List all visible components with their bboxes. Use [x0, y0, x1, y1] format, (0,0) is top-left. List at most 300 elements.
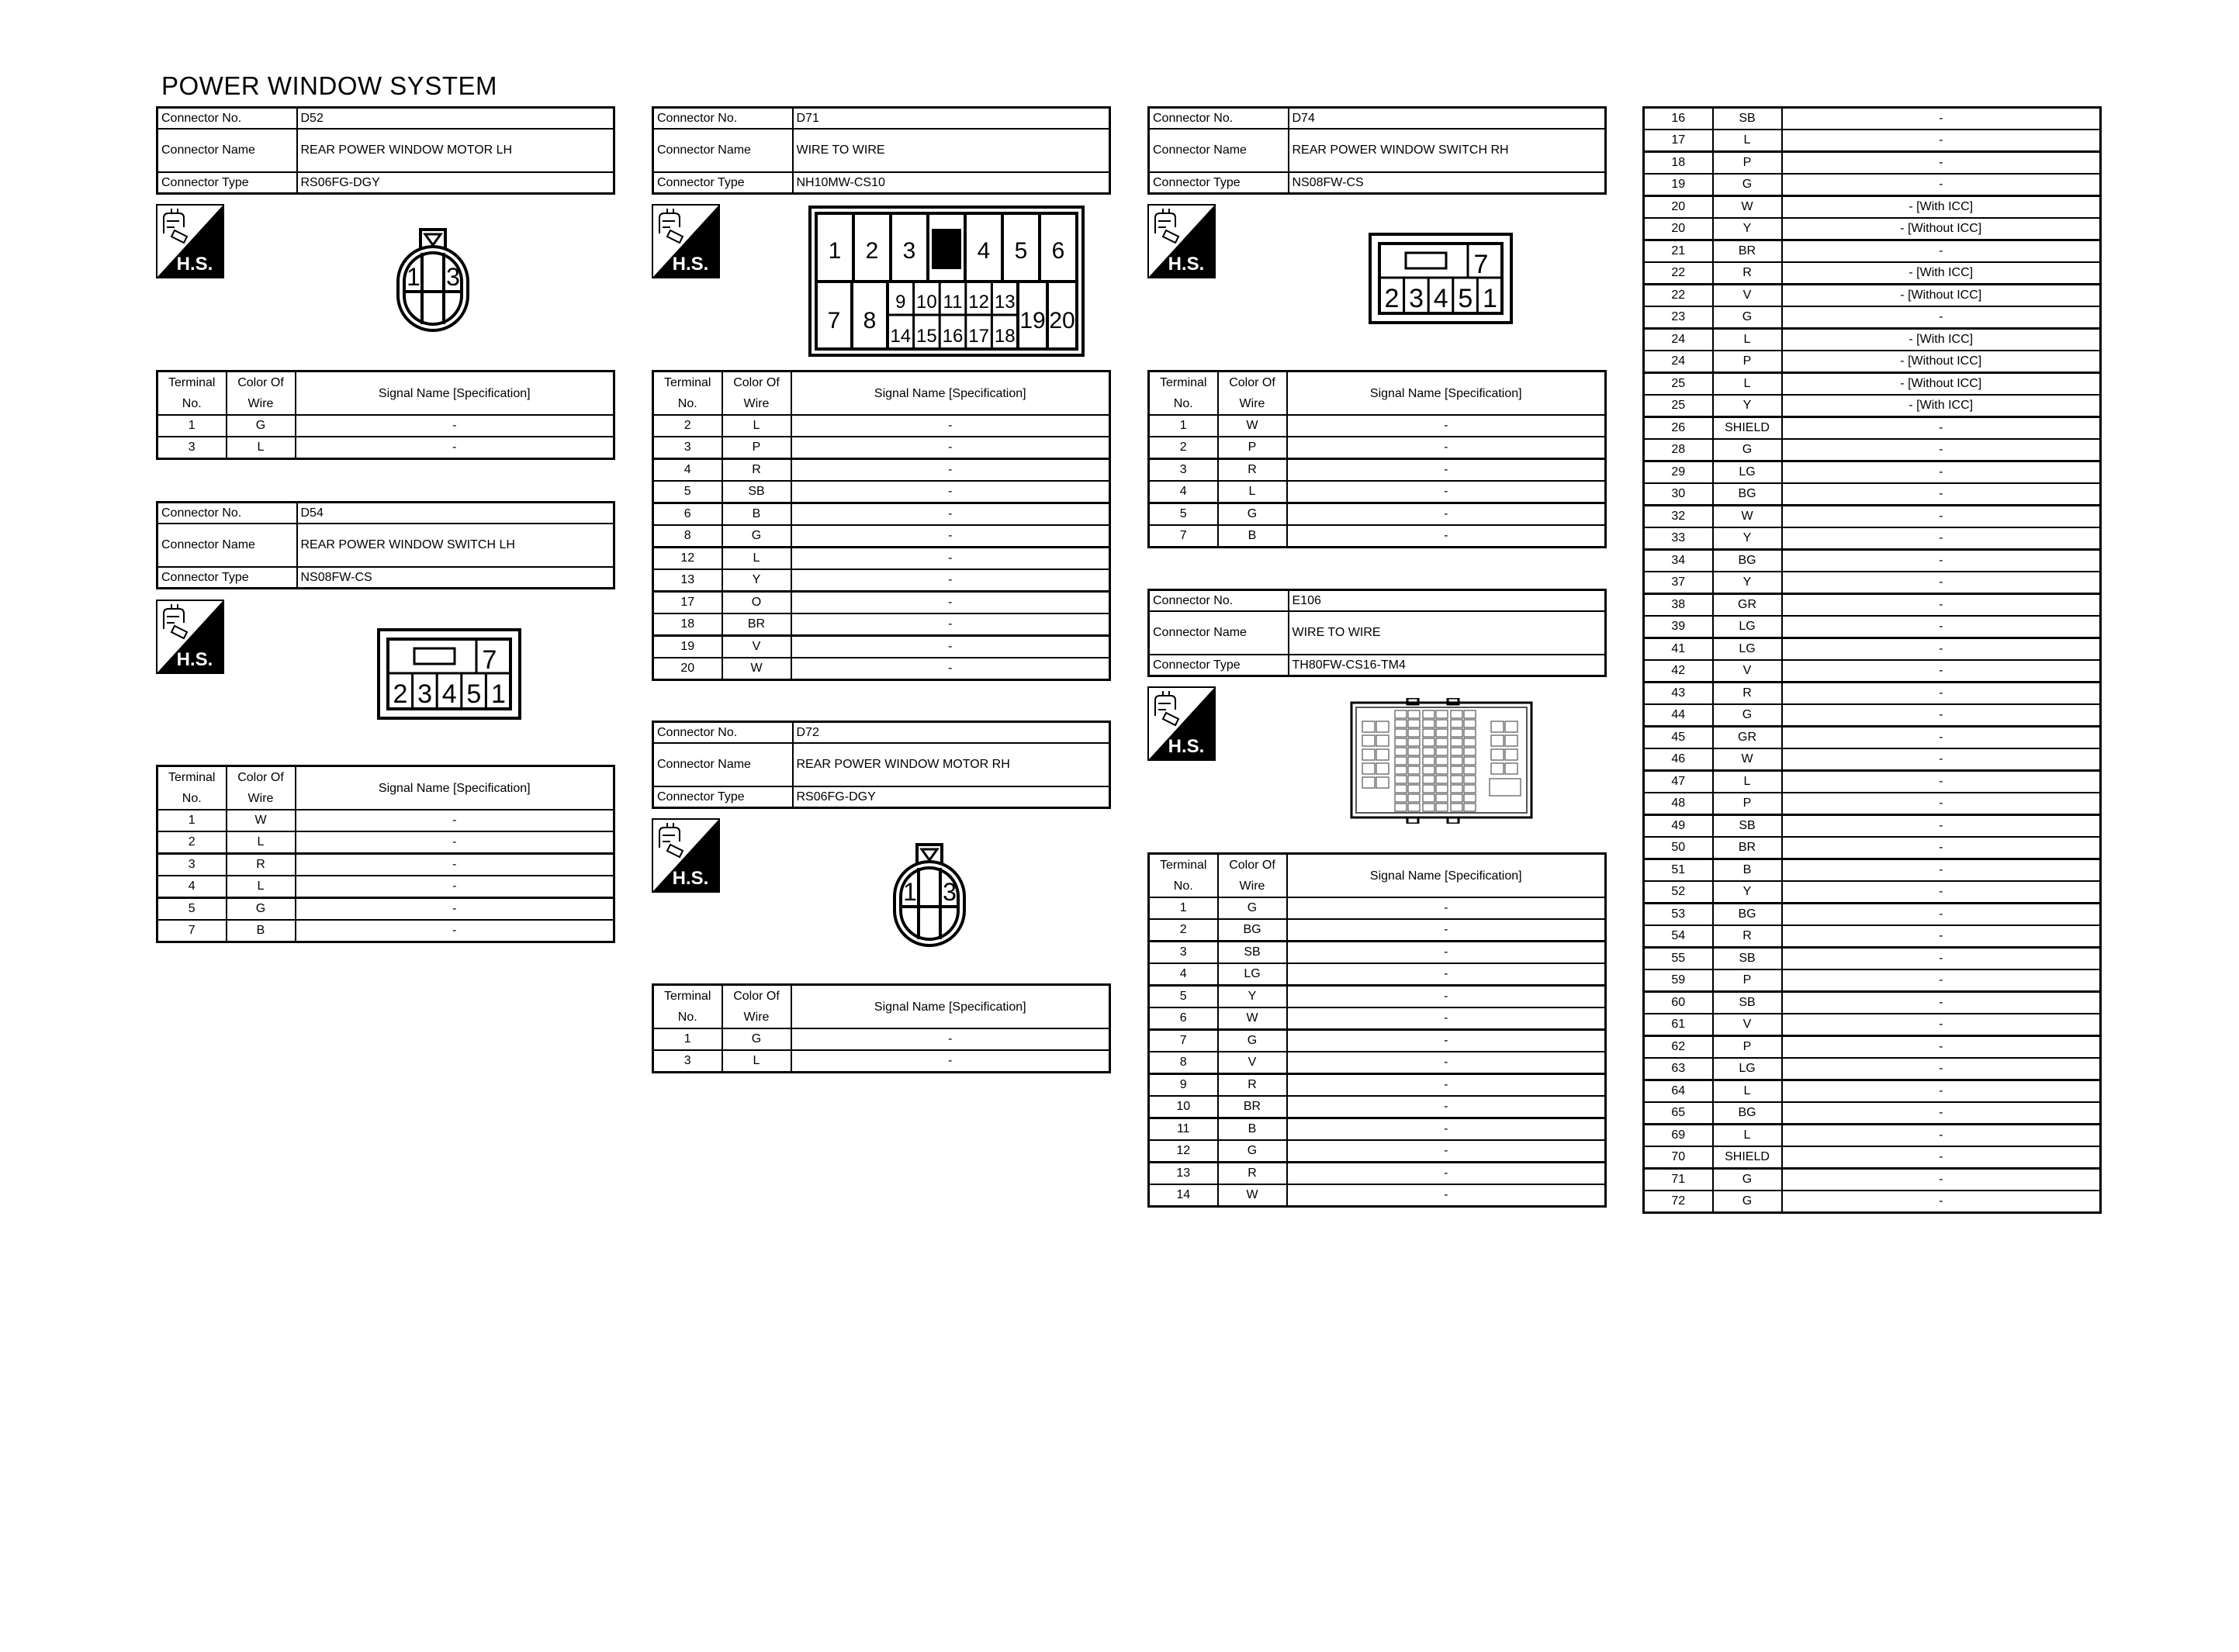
connector-no-value: D71: [793, 108, 1110, 130]
signal-name-cell: -: [1287, 437, 1606, 459]
wire-color-cell: SB: [722, 481, 791, 503]
terminal-no-cell: 25: [1644, 395, 1713, 417]
signal-name-cell: -: [1782, 815, 2101, 838]
table-row: [1644, 683, 2101, 705]
table-row: [1644, 748, 2101, 771]
terminal-no-cell: 1: [157, 810, 227, 831]
signal-name-cell: -: [1782, 948, 2101, 970]
wire-color-cell: R: [1218, 459, 1287, 482]
terminal-no-cell: 20: [653, 658, 722, 680]
wire-color-cell: GR: [1713, 727, 1782, 749]
pin-number: 9: [895, 292, 906, 313]
terminal-no-cell: 61: [1644, 1014, 1713, 1036]
terminal-no-cell: 69: [1644, 1125, 1713, 1147]
terminal-no-cell: 2: [1149, 919, 1218, 942]
connector-name-label: Connector Name: [653, 129, 793, 172]
hs-mark-icon: [156, 204, 224, 278]
pin-number: 7: [482, 645, 497, 675]
wire-color-cell: Y: [722, 569, 791, 592]
signal-name-cell: -: [1287, 1140, 1606, 1163]
table-row: [1149, 1140, 1606, 1163]
wire-color-cell: W: [722, 658, 791, 680]
signal-name-cell: -: [296, 810, 614, 831]
signal-name-cell: -: [1782, 1036, 2101, 1059]
table-row: [1644, 395, 2101, 417]
connector-d72-diagram: [891, 840, 968, 949]
pin-number: 5: [1458, 284, 1473, 313]
table-row: [1644, 793, 2101, 815]
signal-name-header: Signal Name [Specification]: [296, 372, 614, 416]
table-row: [1644, 925, 2101, 948]
signal-name-cell: -: [1782, 1058, 2101, 1080]
terminal-no-cell: 55: [1644, 948, 1713, 970]
connector-type-label: Connector Type: [653, 172, 793, 194]
wire-color-cell: L: [227, 876, 296, 898]
hs-label: H.S.: [672, 868, 709, 889]
page-title: POWER WINDOW SYSTEM: [161, 71, 497, 100]
table-row: [157, 876, 614, 898]
terminal-no-cell: 16: [1644, 108, 1713, 130]
wire-color-cell: Y: [1713, 881, 1782, 904]
pin-number: 3: [943, 878, 957, 906]
signal-name-cell: -: [791, 658, 1110, 680]
signal-name-cell: -: [791, 1050, 1110, 1073]
terminal-table: [1147, 852, 1607, 1208]
table-row: [1644, 727, 2101, 749]
pin-number: 3: [417, 679, 433, 709]
wire-color-cell: L: [722, 415, 791, 437]
connector-info-table: [652, 721, 1111, 809]
signal-name-cell: - [Without ICC]: [1782, 285, 2101, 307]
table-row: [1644, 1014, 2101, 1036]
table-row: [1644, 483, 2101, 506]
connector-name-value: WIRE TO WIRE: [793, 129, 1110, 172]
table-row: [1149, 1007, 1606, 1030]
signal-name-cell: -: [1287, 942, 1606, 964]
table-row: [1644, 373, 2101, 396]
table-row: [1644, 992, 2101, 1014]
table-row: [1644, 638, 2101, 661]
wire-color-cell: G: [1218, 503, 1287, 526]
table-row: [1644, 1058, 2101, 1080]
terminal-table: [652, 370, 1111, 681]
signal-name-cell: -: [296, 437, 614, 459]
terminal-no-cell: 5: [1149, 503, 1218, 526]
pin-number: 3: [1409, 284, 1424, 313]
wire-color-cell: W: [227, 810, 296, 831]
pin-number: 3: [446, 263, 460, 291]
terminal-no-cell: 39: [1644, 616, 1713, 638]
signal-name-cell: -: [1287, 415, 1606, 437]
signal-name-cell: -: [1782, 174, 2101, 196]
wire-color-cell: G: [227, 415, 296, 437]
signal-name-cell: -: [1287, 1007, 1606, 1030]
table-row: [1644, 506, 2101, 528]
terminal-no-cell: 64: [1644, 1080, 1713, 1103]
terminal-no-cell: 4: [157, 876, 227, 898]
table-row: [1644, 572, 2101, 594]
signal-name-cell: -: [791, 415, 1110, 437]
terminal-table-header: [653, 372, 1110, 416]
connector-info-table: [156, 501, 615, 589]
signal-name-cell: -: [1782, 660, 2101, 683]
pin-number: 20: [1049, 308, 1075, 334]
hs-label: H.S.: [176, 649, 213, 670]
table-row: [1644, 837, 2101, 859]
connector-no-value: D54: [297, 503, 614, 524]
table-row: [1644, 616, 2101, 638]
terminal-no-cell: 8: [1149, 1052, 1218, 1074]
wire-color-cell: SHIELD: [1713, 1146, 1782, 1169]
connector-info-table: [1147, 106, 1607, 195]
signal-name-cell: -: [1287, 963, 1606, 986]
terminal-no-cell: 2: [653, 415, 722, 437]
wire-color-cell: B: [227, 920, 296, 942]
signal-name-cell: -: [1782, 417, 2101, 440]
pin-number: 18: [994, 326, 1016, 347]
signal-name-cell: -: [1287, 1096, 1606, 1118]
connector-e106-terminal-table: [1147, 852, 1607, 1208]
wire-color-cell: G: [1218, 1030, 1287, 1052]
signal-name-header: Signal Name [Specification]: [791, 372, 1110, 416]
terminal-no-cell: 4: [1149, 481, 1218, 503]
signal-name-cell: -: [1287, 503, 1606, 526]
terminal-no-cell: 20: [1644, 196, 1713, 219]
wire-color-cell: LG: [1713, 1058, 1782, 1080]
table-row: [1644, 461, 2101, 484]
wire-color-cell: G: [722, 525, 791, 548]
wire-color-cell: BG: [1218, 919, 1287, 942]
connector-no-value: D52: [297, 108, 614, 130]
table-row: [157, 437, 614, 459]
signal-name-cell: -: [1782, 594, 2101, 617]
table-row: [653, 415, 1110, 437]
terminal-no-cell: 38: [1644, 594, 1713, 617]
terminal-no-cell: 3: [653, 437, 722, 459]
table-row: [653, 525, 1110, 548]
terminal-no-cell: 7: [157, 920, 227, 942]
connector-d54-info: [156, 501, 615, 589]
connector-d52-diagram: [394, 225, 472, 334]
wire-color-cell: LG: [1713, 638, 1782, 661]
signal-name-cell: -: [296, 898, 614, 921]
wire-color-cell: V: [1713, 285, 1782, 307]
signal-name-cell: -: [791, 525, 1110, 548]
terminal-no-cell: 6: [653, 503, 722, 526]
table-row: [1644, 660, 2101, 683]
terminal-no-cell: 6: [1149, 1007, 1218, 1030]
pin-number: 1: [903, 878, 917, 906]
table-row: [1644, 1191, 2101, 1213]
connector-type-value: NS08FW-CS: [297, 567, 614, 589]
wire-color-cell: Y: [1713, 395, 1782, 417]
terminal-no-cell: 20: [1644, 218, 1713, 240]
table-row: [1644, 527, 2101, 550]
terminal-no-header: Terminal No.: [157, 766, 227, 810]
table-row: [1644, 550, 2101, 572]
wire-color-cell: SHIELD: [1713, 417, 1782, 440]
connector-d72-terminal-table: [652, 983, 1111, 1073]
signal-name-cell: -: [1782, 704, 2101, 727]
terminal-table: [1147, 370, 1607, 548]
wire-color-cell: BG: [1713, 1102, 1782, 1125]
terminal-table-header: [653, 985, 1110, 1029]
signal-name-cell: -: [1287, 1118, 1606, 1141]
signal-name-cell: -: [1287, 1052, 1606, 1074]
signal-name-cell: -: [791, 636, 1110, 658]
terminal-no-cell: 9: [1149, 1074, 1218, 1097]
signal-name-cell: -: [1287, 986, 1606, 1008]
table-row: [1644, 1125, 2101, 1147]
pin-number: 17: [968, 326, 989, 347]
table-row: [1644, 196, 2101, 219]
connector-d54-terminal-table: [156, 765, 615, 943]
wire-color-cell: LG: [1713, 461, 1782, 484]
pin-number: 19: [1019, 308, 1046, 334]
pin-number: 4: [977, 238, 991, 264]
wire-color-cell: R: [722, 459, 791, 482]
terminal-no-cell: 44: [1644, 704, 1713, 727]
signal-name-cell: -: [1782, 1191, 2101, 1213]
terminal-no-cell: 2: [157, 831, 227, 854]
wire-color-cell: SB: [1713, 815, 1782, 838]
terminal-no-cell: 3: [157, 437, 227, 459]
connector-type-value: NH10MW-CS10: [793, 172, 1110, 194]
terminal-no-header: Terminal No.: [653, 372, 722, 416]
color-of-wire-header: Color Of Wire: [722, 985, 791, 1029]
terminal-no-cell: 43: [1644, 683, 1713, 705]
terminal-no-cell: 52: [1644, 881, 1713, 904]
table-row: [1644, 815, 2101, 838]
table-row: [653, 1028, 1110, 1050]
terminal-no-cell: 21: [1644, 240, 1713, 263]
signal-name-cell: - [With ICC]: [1782, 262, 2101, 285]
table-row: [1149, 1118, 1606, 1141]
connector-name-label: Connector Name: [1149, 129, 1289, 172]
connector-d74-info: [1147, 106, 1607, 195]
table-row: [1644, 1036, 2101, 1059]
wire-color-cell: L: [1713, 1125, 1782, 1147]
terminal-no-cell: 8: [653, 525, 722, 548]
signal-name-cell: -: [296, 854, 614, 876]
wire-color-cell: L: [1713, 771, 1782, 793]
color-of-wire-header: Color Of Wire: [722, 372, 791, 416]
wire-color-cell: Y: [1713, 527, 1782, 550]
signal-name-cell: -: [1782, 837, 2101, 859]
signal-name-cell: - [Without ICC]: [1782, 218, 2101, 240]
table-row: [1644, 904, 2101, 926]
table-row: [653, 636, 1110, 658]
wire-color-cell: G: [1218, 897, 1287, 919]
signal-name-cell: -: [1782, 969, 2101, 992]
terminal-no-cell: 13: [653, 569, 722, 592]
pin-number: 6: [1051, 238, 1065, 264]
terminal-no-cell: 14: [1149, 1184, 1218, 1207]
signal-name-cell: -: [296, 876, 614, 898]
connector-info-table: [156, 106, 615, 195]
terminal-no-cell: 63: [1644, 1058, 1713, 1080]
connector-no-label: Connector No.: [157, 108, 297, 130]
signal-name-cell: -: [791, 569, 1110, 592]
terminal-no-cell: 62: [1644, 1036, 1713, 1059]
table-row: [1644, 174, 2101, 196]
table-row: [1644, 1102, 2101, 1125]
connector-e106-info: [1147, 589, 1607, 677]
wire-color-cell: BG: [1713, 904, 1782, 926]
wire-color-cell: G: [1218, 1140, 1287, 1163]
signal-name-cell: -: [791, 1028, 1110, 1050]
connector-info-table: [652, 106, 1111, 195]
connector-no-value: E106: [1289, 590, 1606, 612]
signal-name-header: Signal Name [Specification]: [1287, 372, 1606, 416]
connector-d54-diagram: [377, 628, 521, 720]
terminal-no-cell: 54: [1644, 925, 1713, 948]
table-row: [653, 1050, 1110, 1073]
terminal-table-header: [1149, 854, 1606, 898]
pin-number: 13: [994, 292, 1016, 313]
terminal-no-cell: 18: [1644, 152, 1713, 175]
wire-color-cell: L: [1713, 373, 1782, 396]
wire-color-cell: G: [1713, 306, 1782, 329]
hs-mark-icon: [1147, 686, 1216, 761]
table-row: [1644, 351, 2101, 373]
wire-color-cell: P: [1713, 969, 1782, 992]
wire-color-cell: L: [1218, 481, 1287, 503]
wire-color-cell: O: [722, 592, 791, 614]
pin-number: 2: [1384, 284, 1400, 313]
terminal-no-cell: 37: [1644, 572, 1713, 594]
terminal-no-cell: 3: [1149, 942, 1218, 964]
connector-d74-diagram: [1369, 233, 1513, 324]
terminal-no-cell: 49: [1644, 815, 1713, 838]
signal-name-cell: -: [1782, 638, 2101, 661]
signal-name-cell: -: [1782, 1125, 2101, 1147]
signal-name-cell: - [With ICC]: [1782, 196, 2101, 219]
terminal-table-header: [157, 372, 614, 416]
table-row: [1644, 417, 2101, 440]
wire-color-cell: BR: [1713, 240, 1782, 263]
table-row: [653, 548, 1110, 570]
signal-name-cell: -: [1782, 881, 2101, 904]
wire-color-cell: B: [722, 503, 791, 526]
wire-color-cell: W: [1218, 1184, 1287, 1207]
wire-color-cell: P: [1713, 1036, 1782, 1059]
signal-name-cell: -: [1782, 461, 2101, 484]
table-row: [1644, 859, 2101, 882]
signal-name-cell: - [Without ICC]: [1782, 351, 2101, 373]
connector-type-label: Connector Type: [1149, 655, 1289, 676]
signal-name-cell: -: [1287, 459, 1606, 482]
wire-color-cell: W: [1713, 196, 1782, 219]
terminal-no-cell: 33: [1644, 527, 1713, 550]
terminal-no-cell: 47: [1644, 771, 1713, 793]
wire-color-cell: Y: [1713, 572, 1782, 594]
terminal-no-cell: 45: [1644, 727, 1713, 749]
wire-color-cell: SB: [1218, 942, 1287, 964]
terminal-no-cell: 60: [1644, 992, 1713, 1014]
color-of-wire-header: Color Of Wire: [227, 372, 296, 416]
signal-name-cell: -: [1287, 897, 1606, 919]
wire-color-cell: B: [1713, 859, 1782, 882]
signal-name-cell: -: [1782, 616, 2101, 638]
connector-type-value: NS08FW-CS: [1289, 172, 1606, 194]
table-row: [1644, 130, 2101, 152]
table-row: [1644, 881, 2101, 904]
connector-type-label: Connector Type: [653, 786, 793, 808]
hs-mark-icon: [1147, 204, 1216, 278]
connector-name-label: Connector Name: [653, 743, 793, 786]
wire-color-cell: L: [1713, 130, 1782, 152]
terminal-no-cell: 18: [653, 613, 722, 636]
terminal-table: [156, 765, 615, 943]
connector-d72-info: [652, 721, 1111, 809]
wire-color-cell: G: [1713, 1169, 1782, 1191]
signal-name-cell: -: [791, 613, 1110, 636]
connector-no-value: D74: [1289, 108, 1606, 130]
wire-color-cell: Y: [1218, 986, 1287, 1008]
signal-name-cell: -: [1782, 1102, 2101, 1125]
terminal-no-cell: 10: [1149, 1096, 1218, 1118]
table-row: [1149, 1052, 1606, 1074]
terminal-table: [1642, 106, 2102, 1214]
table-row: [653, 569, 1110, 592]
table-row: [1149, 503, 1606, 526]
signal-name-cell: -: [1782, 439, 2101, 461]
table-row: [157, 810, 614, 831]
terminal-no-cell: 19: [1644, 174, 1713, 196]
terminal-no-cell: 7: [1149, 525, 1218, 548]
connector-no-label: Connector No.: [1149, 108, 1289, 130]
wire-color-cell: R: [1713, 683, 1782, 705]
table-row: [1149, 1163, 1606, 1185]
table-row: [1149, 919, 1606, 942]
table-row: [157, 920, 614, 942]
table-row: [1644, 439, 2101, 461]
wire-color-cell: W: [1713, 748, 1782, 771]
signal-name-cell: -: [1782, 572, 2101, 594]
connector-no-label: Connector No.: [1149, 590, 1289, 612]
terminal-no-cell: 12: [653, 548, 722, 570]
pin-number: 12: [968, 292, 989, 313]
table-row: [157, 415, 614, 437]
wire-color-cell: BG: [1713, 550, 1782, 572]
terminal-no-cell: 5: [1149, 986, 1218, 1008]
terminal-no-header: Terminal No.: [157, 372, 227, 416]
terminal-no-cell: 29: [1644, 461, 1713, 484]
signal-name-cell: -: [1782, 1080, 2101, 1103]
table-row: [1644, 771, 2101, 793]
signal-name-cell: -: [1287, 1163, 1606, 1185]
table-row: [157, 898, 614, 921]
signal-name-cell: -: [791, 481, 1110, 503]
connector-d71-diagram: [808, 206, 1085, 357]
connector-d52-terminal-table: [156, 370, 615, 460]
signal-name-header: Signal Name [Specification]: [791, 985, 1110, 1029]
connector-type-label: Connector Type: [157, 567, 297, 589]
terminal-no-cell: 72: [1644, 1191, 1713, 1213]
wire-color-cell: L: [227, 831, 296, 854]
table-row: [1644, 262, 2101, 285]
connector-d71-info: [652, 106, 1111, 195]
connector-type-label: Connector Type: [1149, 172, 1289, 194]
connector-e106-terminal-table-continued: [1642, 106, 2102, 1214]
signal-name-cell: -: [791, 459, 1110, 482]
signal-name-cell: - [With ICC]: [1782, 395, 2101, 417]
table-row: [1149, 963, 1606, 986]
terminal-no-cell: 19: [653, 636, 722, 658]
terminal-no-cell: 3: [1149, 459, 1218, 482]
terminal-no-cell: 25: [1644, 373, 1713, 396]
